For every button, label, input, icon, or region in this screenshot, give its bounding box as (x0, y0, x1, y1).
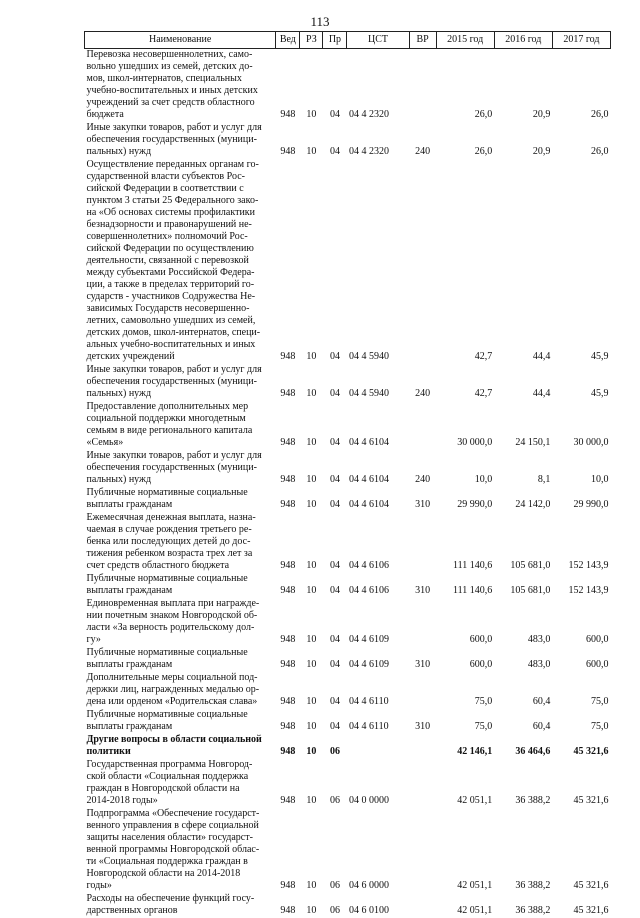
table-header-row (85, 32, 611, 49)
header-2016: 2016 год (494, 32, 552, 49)
cell-ved: 948 (280, 109, 296, 120)
cell-vr (409, 49, 436, 123)
cell-2016: 36 388,2 (515, 905, 551, 916)
cell-2015: 75,0 (474, 696, 493, 707)
cell-2015: 26,0 (474, 146, 493, 157)
row-name-text: Единовременная выплата при награжде- нии почетным знаком Новгородской об- ласти «За верность родительскому дол- гу» (86, 598, 260, 645)
cell-name (85, 893, 276, 918)
cell-2016: 36 388,2 (515, 795, 551, 806)
cell-name (85, 573, 276, 598)
cell-2016: 44,4 (532, 351, 551, 362)
cell-ved: 948 (280, 905, 296, 916)
cell-cst: 04 4 5940 (348, 388, 389, 399)
cell-cst: 04 0 0000 (348, 795, 389, 806)
cell-2016: 36 464,6 (515, 746, 551, 757)
table-row (85, 598, 611, 647)
table-row (85, 487, 611, 512)
cell-name (85, 672, 276, 709)
cell-rz: 10 (306, 721, 317, 732)
cell-cst: 04 4 6109 (348, 659, 389, 670)
cell-ved: 948 (280, 437, 296, 448)
cell-pr: 04 (329, 696, 340, 707)
row-name-text: Дополнительные меры социальной под- держки лиц, награжденных медалью ор- дена или орденом «Родительская слава» (86, 672, 260, 707)
cell-2015: 42,7 (474, 351, 493, 362)
cell-pr: 04 (329, 351, 340, 362)
cell-name (85, 487, 276, 512)
cell-rz: 10 (306, 634, 317, 645)
cell-ved: 948 (280, 659, 296, 670)
cell-cst: 04 4 6110 (348, 696, 389, 707)
row-name-text: Иные закупки товаров, работ и услуг для обеспечения государственных (муници- пальных) нужд (86, 364, 262, 399)
cell-name (85, 512, 276, 573)
cell-cst: 04 6 0100 (348, 905, 389, 916)
cell-2016: 24 150,1 (515, 437, 551, 448)
row-name-text: Подпрограмма «Обеспечение государст- венного управления в сфере социальной защиты населения области» государст- венной программы Новгородской облас- ти «Социальная поддержка граждан в Новгородской области на 2014-2018 годы» (86, 808, 260, 891)
cell-2016: 36 388,2 (515, 880, 551, 891)
cell-vr (409, 401, 436, 450)
table-row (85, 49, 611, 123)
cell-2017: 75,0 (591, 721, 609, 732)
header-2017: 2017 год (552, 32, 610, 49)
cell-ved: 948 (280, 634, 296, 645)
header-rz: РЗ (300, 32, 323, 49)
cell-2017: 600,0 (586, 634, 609, 645)
cell-ved: 948 (280, 795, 296, 806)
cell-pr: 04 (329, 560, 340, 571)
cell-2016: 483,0 (527, 659, 551, 670)
cell-2015: 29 990,0 (457, 499, 493, 510)
cell-2015: 42 051,1 (457, 905, 493, 916)
cell-vr (409, 759, 436, 808)
cell-name (85, 401, 276, 450)
cell-2017: 45 321,6 (573, 795, 609, 806)
cell-2017: 600,0 (586, 659, 609, 670)
cell-pr: 04 (329, 109, 340, 120)
cell-name (85, 364, 276, 401)
cell-pr: 04 (329, 721, 340, 732)
cell-ved: 948 (280, 146, 296, 157)
header-ved: Вед (276, 32, 300, 49)
cell-cst: 04 4 5940 (348, 351, 389, 362)
row-name-text: Ежемесячная денежная выплата, назна- чаемая в случае рождения третьего ре- бенка или последующих детей до дос- тижения ребенком возраста трех лет за счет средств областного бюджета (86, 512, 256, 571)
row-name-text: Расходы на обеспечение функций госу- дарственных органов (86, 893, 255, 916)
cell-cst: 04 4 6110 (348, 721, 389, 732)
cell-name (85, 159, 276, 364)
cell-2017: 45,9 (591, 351, 609, 362)
cell-cst: 04 4 6104 (348, 474, 389, 485)
cell-ved: 948 (280, 585, 296, 596)
cell-2015: 42 051,1 (457, 880, 493, 891)
row-name-text: Предоставление дополнительных мер социальной поддержки многодетным семьям в виде регионального капитала «Семья» (86, 401, 253, 448)
cell-2017: 45 321,6 (573, 880, 609, 891)
cell-2017: 45 321,6 (573, 746, 609, 757)
cell-vr: 310 (415, 585, 431, 596)
cell-2015: 111 140,6 (452, 585, 493, 596)
cell-2015: 10,0 (474, 474, 493, 485)
cell-pr: 04 (329, 146, 340, 157)
cell-rz: 10 (306, 146, 317, 157)
cell-vr (409, 808, 436, 893)
header-vr: ВР (409, 32, 436, 49)
cell-rz: 10 (306, 696, 317, 707)
cell-pr: 06 (329, 905, 340, 916)
cell-vr (409, 598, 436, 647)
cell-name (85, 647, 276, 672)
cell-pr: 04 (329, 437, 340, 448)
cell-name (85, 734, 276, 759)
cell-rz: 10 (306, 499, 317, 510)
cell-rz: 10 (306, 109, 317, 120)
cell-rz: 10 (306, 560, 317, 571)
cell-2017: 45 321,6 (573, 905, 609, 916)
cell-2016: 60,4 (532, 721, 551, 732)
cell-cst: 04 4 6106 (348, 560, 389, 571)
cell-2015: 111 140,6 (452, 560, 493, 571)
cell-cst: 04 4 6104 (348, 437, 389, 448)
table-row (85, 893, 611, 918)
row-name-text: Государственная программа Новгород- ской области «Социальная поддержка граждан в Новгородской области на 2014-2018 годы» (86, 759, 253, 806)
cell-name (85, 49, 276, 123)
cell-2017: 45,9 (591, 388, 609, 399)
table-row (85, 647, 611, 672)
row-name-text: Перевозка несовершеннолетних, само- вольно ушедших из семей, детских до- мов, школ-интернатов, специальных учебно-воспитательных и иных детских учреждений за счет средств областного бюджета (86, 49, 258, 120)
cell-2017: 26,0 (591, 109, 609, 120)
header-name: Наименование (85, 32, 276, 49)
cell-2017: 29 990,0 (573, 499, 609, 510)
cell-2016: 8,1 (537, 474, 551, 485)
table-row (85, 808, 611, 893)
row-name-text: Иные закупки товаров, работ и услуг для обеспечения государственных (муници- пальных) нужд (86, 450, 262, 485)
cell-2017: 26,0 (591, 146, 609, 157)
cell-2015: 600,0 (469, 659, 493, 670)
row-name-text: Публичные нормативные социальные выплаты гражданам (86, 709, 248, 732)
cell-2016: 105 681,0 (510, 585, 551, 596)
header-pr: Пр (323, 32, 347, 49)
cell-2016: 44,4 (532, 388, 551, 399)
cell-rz: 10 (306, 659, 317, 670)
cell-pr: 04 (329, 659, 340, 670)
cell-pr: 06 (329, 795, 340, 806)
cell-2017: 152 143,9 (568, 585, 609, 596)
cell-vr: 310 (415, 659, 431, 670)
table-row (85, 512, 611, 573)
cell-pr: 04 (329, 499, 340, 510)
row-name-text: Иные закупки товаров, работ и услуг для обеспечения государственных (муници- пальных) нужд (86, 122, 262, 157)
table-row (85, 159, 611, 364)
cell-2015: 30 000,0 (457, 437, 493, 448)
table-row (85, 122, 611, 159)
cell-vr (409, 159, 436, 364)
cell-pr: 04 (329, 388, 340, 399)
row-name-text: Осуществление переданных органам го- сударственной власти субъектов Рос- сийской Федерации в соответствии с пунктом 3 статьи 25 Федерального зако- на «Об основах системы профилактики безнадзорности и правонарушений не- совершеннолетних» полномочий Рос- сийской Федерации по осуществлению деятельности, связанной с перевозкой между субъектами Российской Федера- ции, а также в пределах территорий го- сударств - участников Содружества Не- зависимых Государств несовершенно- летних, самовольно ушедших из семей, детских домов, школ-интернатов, специ- альных учебно-воспитательных и иных детских учреждений (86, 159, 261, 362)
cell-rz: 10 (306, 880, 317, 891)
row-name-text: Публичные нормативные социальные выплаты гражданам (86, 647, 248, 670)
table-row (85, 672, 611, 709)
cell-pr: 04 (329, 474, 340, 485)
cell-name (85, 598, 276, 647)
cell-pr: 04 (329, 634, 340, 645)
cell-vr: 240 (415, 388, 431, 399)
cell-cst: 04 6 0000 (348, 880, 389, 891)
cell-cst: 04 4 6106 (348, 585, 389, 596)
cell-2017: 152 143,9 (568, 560, 609, 571)
cell-ved: 948 (280, 880, 296, 891)
cell-name (85, 759, 276, 808)
cell-2015: 75,0 (474, 721, 493, 732)
cell-cst: 04 4 6109 (348, 634, 389, 645)
cell-2015: 26,0 (474, 109, 493, 120)
cell-name (85, 709, 276, 734)
cell-vr: 240 (415, 474, 431, 485)
cell-cst: 04 4 2320 (348, 109, 389, 120)
cell-vr (409, 734, 436, 759)
cell-vr: 310 (415, 499, 431, 510)
cell-rz: 10 (306, 585, 317, 596)
cell-ved: 948 (280, 696, 296, 707)
cell-2016: 24 142,0 (515, 499, 551, 510)
cell-rz: 10 (306, 388, 317, 399)
cell-rz: 10 (306, 351, 317, 362)
cell-ved: 948 (280, 499, 296, 510)
budget-table (84, 31, 611, 918)
cell-2015: 600,0 (469, 634, 493, 645)
cell-2016: 20,9 (532, 146, 551, 157)
header-2015: 2015 год (436, 32, 494, 49)
table-row (85, 759, 611, 808)
cell-2015: 42,7 (474, 388, 493, 399)
cell-cst: 04 4 2320 (348, 146, 389, 157)
cell-name (85, 808, 276, 893)
cell-2016: 105 681,0 (510, 560, 551, 571)
cell-pr: 06 (329, 746, 340, 757)
cell-name (85, 122, 276, 159)
cell-vr: 240 (415, 146, 431, 157)
cell-vr (409, 893, 436, 918)
cell-2015: 42 051,1 (457, 795, 493, 806)
cell-rz: 10 (306, 746, 317, 757)
cell-ved: 948 (280, 746, 296, 757)
cell-rz: 10 (306, 905, 317, 916)
cell-rz: 10 (306, 795, 317, 806)
cell-pr: 06 (329, 880, 340, 891)
cell-2016: 483,0 (527, 634, 551, 645)
cell-2017: 10,0 (591, 474, 609, 485)
cell-vr: 310 (415, 721, 431, 732)
page-number: 113 (310, 14, 330, 29)
cell-vr (409, 512, 436, 573)
cell-2015: 42 146,1 (457, 746, 493, 757)
cell-ved: 948 (280, 721, 296, 732)
cell-ved: 948 (280, 474, 296, 485)
cell-name (85, 450, 276, 487)
table-row (85, 734, 611, 759)
table-row (85, 364, 611, 401)
table-row (85, 573, 611, 598)
cell-cst (347, 734, 409, 759)
table-row (85, 450, 611, 487)
cell-ved: 948 (280, 351, 296, 362)
cell-ved: 948 (280, 560, 296, 571)
cell-2017: 30 000,0 (573, 437, 609, 448)
cell-2016: 20,9 (532, 109, 551, 120)
table-row (85, 401, 611, 450)
cell-2017: 75,0 (591, 696, 609, 707)
table-row (85, 709, 611, 734)
row-name-text: Публичные нормативные социальные выплаты гражданам (86, 573, 248, 596)
row-name-text: Другие вопросы в области социальной политики (86, 734, 262, 757)
header-cst: ЦСТ (347, 32, 409, 49)
cell-rz: 10 (306, 474, 317, 485)
cell-rz: 10 (306, 437, 317, 448)
cell-pr: 04 (329, 585, 340, 596)
cell-2016: 60,4 (532, 696, 551, 707)
cell-cst: 04 4 6104 (348, 499, 389, 510)
row-name-text: Публичные нормативные социальные выплаты гражданам (86, 487, 248, 510)
cell-vr (409, 672, 436, 709)
cell-ved: 948 (280, 388, 296, 399)
